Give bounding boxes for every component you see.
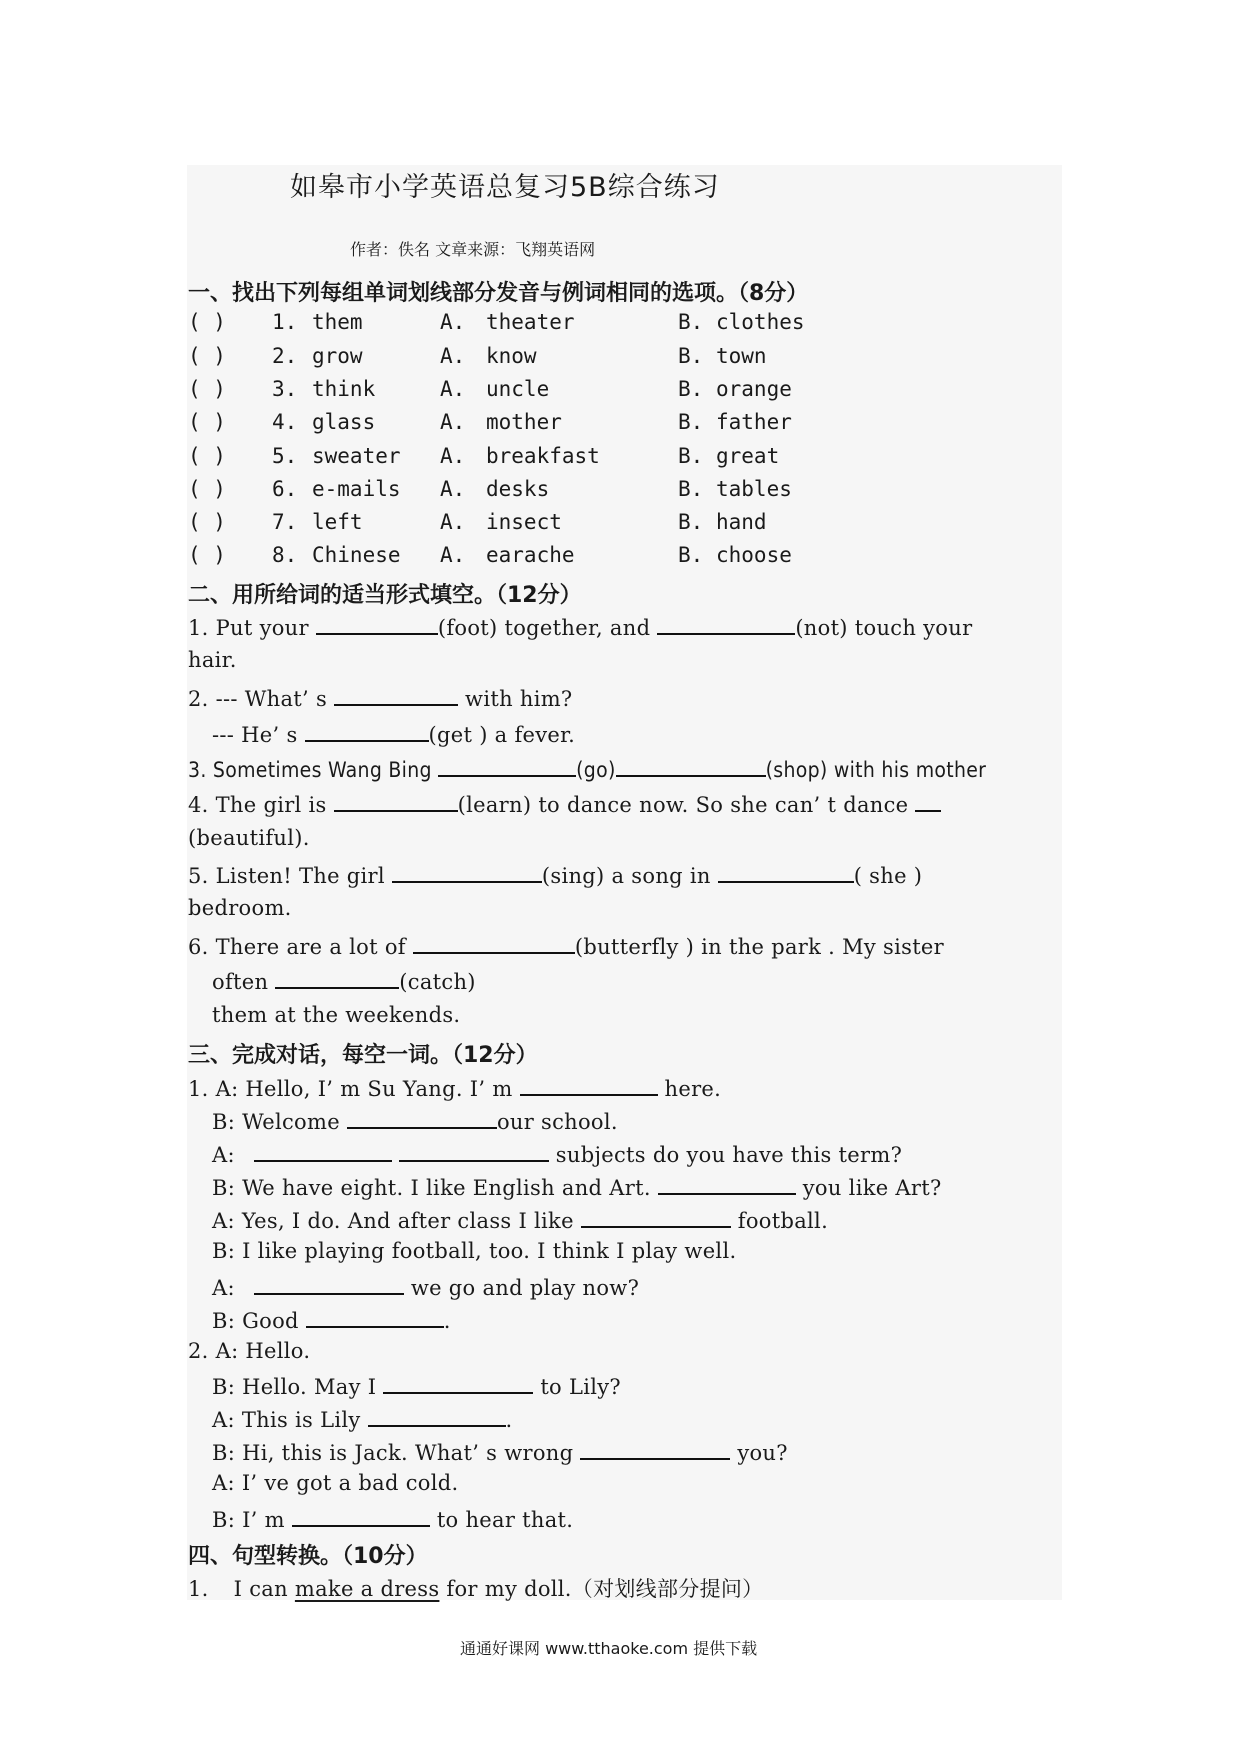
s1-option-a-label: A. bbox=[440, 477, 466, 501]
s1-answer-paren[interactable]: ( ) bbox=[188, 477, 226, 501]
s1-option-a-label: A. bbox=[440, 543, 466, 567]
s2-q1-text-a: 1. Put your bbox=[188, 616, 309, 640]
s2-q3-blank-1[interactable] bbox=[438, 755, 576, 777]
s2-q4-text-a: 4. The girl is bbox=[188, 793, 327, 817]
s1-option-a-label: A. bbox=[440, 410, 466, 434]
s1-item-number: 7. bbox=[272, 510, 298, 534]
s3-l12-blank[interactable] bbox=[580, 1438, 730, 1460]
s1-answer-paren[interactable]: ( ) bbox=[188, 444, 226, 468]
s2-q6-line-2 bbox=[212, 967, 476, 994]
s3-line-4 bbox=[212, 1173, 942, 1200]
s2-q6-text-c: often bbox=[212, 970, 269, 994]
s1-item-number: 5. bbox=[272, 444, 298, 468]
section-4-title: 四、句型转换。（10分） bbox=[188, 1544, 428, 1569]
s1-option-b-label: B. bbox=[678, 444, 704, 468]
s2-q2-text-b: with him? bbox=[465, 687, 573, 711]
s3-l8-text-a: B: Good bbox=[212, 1309, 299, 1333]
s3-l5-blank[interactable] bbox=[581, 1206, 731, 1228]
s1-answer-paren[interactable]: ( ) bbox=[188, 410, 226, 434]
s3-l11-text-b: . bbox=[505, 1408, 513, 1432]
s3-line-8 bbox=[212, 1306, 451, 1333]
s2-q5-text-a: 5. Listen! The girl bbox=[188, 864, 385, 888]
s1-item-number: 4. bbox=[272, 410, 298, 434]
s2-q5-text-b: (sing) a song in bbox=[541, 864, 711, 888]
s2-q2-blank-2[interactable] bbox=[305, 720, 429, 742]
s2-q6-text-d: (catch) bbox=[399, 970, 476, 994]
s3-l11-text-a: A: This is Lily bbox=[212, 1408, 361, 1432]
s3-l10-text-b: to Lily? bbox=[540, 1375, 621, 1399]
s1-option-b-label: B. bbox=[678, 510, 704, 534]
s3-line-12 bbox=[212, 1438, 788, 1465]
s2-q1-blank-2[interactable] bbox=[657, 613, 795, 635]
s3-l14-text-b: to hear that. bbox=[436, 1508, 574, 1532]
s1-option-a-word: earache bbox=[486, 543, 575, 567]
s2-q6-text-b: (butterfly ) in the park . My sister bbox=[574, 935, 944, 959]
s3-l4-text-b: you like Art? bbox=[802, 1176, 942, 1200]
s1-option-a-label: A. bbox=[440, 510, 466, 534]
s1-option-b-label: B. bbox=[678, 310, 704, 334]
s1-example-word: sweater bbox=[312, 444, 401, 468]
s1-option-b-word: orange bbox=[716, 377, 792, 401]
s3-line-3 bbox=[212, 1140, 902, 1167]
s1-answer-paren[interactable]: ( ) bbox=[188, 310, 226, 334]
section-1-title: 一、找出下列每组单词划线部分发音与例词相同的选项。（8分） bbox=[188, 281, 809, 306]
s1-option-b-word: hand bbox=[716, 510, 767, 534]
s3-l1-text-a: 1. A: Hello, I’ m Su Yang. I’ m bbox=[188, 1077, 513, 1101]
s1-item-number: 6. bbox=[272, 477, 298, 501]
s2-q3-blank-2[interactable] bbox=[616, 755, 766, 777]
s3-l2-text-b: our school. bbox=[496, 1110, 618, 1134]
s1-option-b-label: B. bbox=[678, 410, 704, 434]
s1-option-b-word: father bbox=[716, 410, 792, 434]
s3-line-9: 2. A: Hello. bbox=[188, 1339, 311, 1363]
s3-l14-blank[interactable] bbox=[292, 1505, 430, 1527]
s1-example-word: Chinese bbox=[312, 543, 401, 567]
s4-q1-line bbox=[188, 1573, 763, 1603]
s2-q6-line-1 bbox=[188, 932, 944, 959]
s2-q4-blank-2[interactable] bbox=[915, 790, 941, 812]
s1-option-b-word: tables bbox=[716, 477, 792, 501]
s1-example-word: think bbox=[312, 377, 376, 401]
s1-option-a-word: theater bbox=[486, 310, 575, 334]
s2-q4-line bbox=[188, 790, 941, 817]
section-3-title: 三、完成对话，每空一词。（12分） bbox=[188, 1043, 538, 1068]
s3-l7-text-a: A: bbox=[212, 1276, 235, 1300]
s3-l14-text-a: B: I’ m bbox=[212, 1508, 285, 1532]
s1-answer-paren[interactable]: ( ) bbox=[188, 510, 226, 534]
s2-q3-text-a: 3. Sometimes Wang Bing bbox=[188, 758, 432, 782]
s2-q6-blank-2[interactable] bbox=[275, 967, 399, 989]
s3-l11-blank[interactable] bbox=[368, 1405, 506, 1427]
s2-q2-line-2 bbox=[212, 720, 575, 747]
s1-option-a-label: A. bbox=[440, 344, 466, 368]
s2-q4-cont: (beautiful). bbox=[188, 826, 310, 850]
s1-option-b-label: B. bbox=[678, 377, 704, 401]
s1-example-word: grow bbox=[312, 344, 363, 368]
s1-example-word: e-mails bbox=[312, 477, 401, 501]
s3-l3-blank-1[interactable] bbox=[254, 1140, 392, 1162]
s3-l1-text-b: here. bbox=[664, 1077, 722, 1101]
s2-q4-blank-1[interactable] bbox=[334, 790, 458, 812]
s3-line-10 bbox=[212, 1372, 621, 1399]
s1-example-word: glass bbox=[312, 410, 376, 434]
s2-q5-blank-2[interactable] bbox=[718, 861, 854, 883]
s3-l5-text-a: A: Yes, I do. And after class I like bbox=[212, 1209, 574, 1233]
s2-q1-line bbox=[188, 613, 972, 640]
s3-line-2 bbox=[212, 1107, 618, 1134]
s2-q2-text-c: --- He’ s bbox=[212, 723, 298, 747]
s3-l4-text-a: B: We have eight. I like English and Art. bbox=[212, 1176, 651, 1200]
s1-option-b-word: town bbox=[716, 344, 767, 368]
s1-option-a-label: A. bbox=[440, 444, 466, 468]
s2-q3-text-b: (go) bbox=[576, 758, 616, 782]
s2-q5-blank-1[interactable] bbox=[392, 861, 542, 883]
s2-q2-blank-1[interactable] bbox=[334, 684, 458, 706]
s3-l10-text-a: B: Hello. May I bbox=[212, 1375, 377, 1399]
s1-answer-paren[interactable]: ( ) bbox=[188, 543, 226, 567]
s1-item-number: 2. bbox=[272, 344, 298, 368]
s2-q3-line bbox=[188, 755, 986, 782]
s1-answer-paren[interactable]: ( ) bbox=[188, 344, 226, 368]
s2-q5-text-c: ( she ) bbox=[853, 864, 923, 888]
s1-option-b-label: B. bbox=[678, 543, 704, 567]
s3-l8-text-b: . bbox=[443, 1309, 451, 1333]
s2-q1-cont: hair. bbox=[188, 648, 237, 672]
s1-option-a-word: desks bbox=[486, 477, 550, 501]
s4-q1-underlined: make a dress bbox=[294, 1577, 440, 1601]
s3-line-13: A: I’ ve got a bad cold. bbox=[212, 1471, 459, 1495]
s3-l2-text-a: B: Welcome bbox=[212, 1110, 340, 1134]
s3-l8-blank[interactable] bbox=[306, 1306, 444, 1328]
s1-option-b-word: great bbox=[716, 444, 780, 468]
s3-line-1 bbox=[188, 1074, 721, 1101]
s2-q4-text-b: (learn) to dance now. So she can’ t dance bbox=[457, 793, 909, 817]
s1-answer-paren[interactable]: ( ) bbox=[188, 377, 226, 401]
s3-l3-text-b: subjects do you have this term? bbox=[555, 1143, 903, 1167]
s3-l7-text-b: we go and play now? bbox=[410, 1276, 640, 1300]
s3-line-11 bbox=[212, 1405, 513, 1432]
s3-line-7 bbox=[212, 1273, 639, 1300]
s1-item-number: 3. bbox=[272, 377, 298, 401]
s2-q5-line bbox=[188, 861, 922, 888]
s1-item-number: 1. bbox=[272, 310, 298, 334]
s1-option-a-label: A. bbox=[440, 377, 466, 401]
s1-option-a-word: breakfast bbox=[486, 444, 600, 468]
s3-line-6: B: I like playing football, too. I think I play well. bbox=[212, 1239, 737, 1263]
s4-q1-text-a: I can bbox=[233, 1577, 288, 1601]
s1-example-word: left bbox=[312, 510, 363, 534]
s3-l5-text-b: football. bbox=[737, 1209, 829, 1233]
s1-example-word: them bbox=[312, 310, 363, 334]
s1-option-a-label: A. bbox=[440, 310, 466, 334]
s1-option-a-word: know bbox=[486, 344, 537, 368]
page-title: 如皋市小学英语总复习5B综合练习 bbox=[290, 172, 720, 203]
s2-q1-text-c: (not) touch your bbox=[795, 616, 973, 640]
s4-q1-text-b: for my doll.（对划线部分提问） bbox=[446, 1577, 764, 1601]
s2-q3-text-c: (shop) with his mother bbox=[765, 758, 987, 782]
article-meta: 作者：佚名 文章来源：飞翔英语网 bbox=[350, 240, 596, 259]
s1-option-a-word: insect bbox=[486, 510, 562, 534]
s3-l4-blank[interactable] bbox=[658, 1173, 796, 1195]
s2-q6-blank-1[interactable] bbox=[413, 932, 575, 954]
s2-q1-blank-1[interactable] bbox=[316, 613, 438, 635]
s3-line-5 bbox=[212, 1206, 828, 1233]
s3-l2-blank[interactable] bbox=[347, 1107, 497, 1129]
s3-line-14 bbox=[212, 1505, 573, 1532]
s2-q6-cont: them at the weekends. bbox=[212, 1003, 461, 1027]
s2-q1-text-b: (foot) together, and bbox=[437, 616, 651, 640]
s3-l3-text-a: A: bbox=[212, 1143, 235, 1167]
s3-l1-blank[interactable] bbox=[520, 1074, 658, 1096]
s3-l3-blank-2[interactable] bbox=[399, 1140, 549, 1162]
s1-item-number: 8. bbox=[272, 543, 298, 567]
s2-q2-line-1 bbox=[188, 684, 573, 711]
s4-q1-num: 1. bbox=[188, 1577, 209, 1601]
s1-option-b-label: B. bbox=[678, 344, 704, 368]
s2-q2-text-a: 2. --- What’ s bbox=[188, 687, 328, 711]
s3-l7-blank[interactable] bbox=[254, 1273, 404, 1295]
s2-q5-cont: bedroom. bbox=[188, 896, 292, 920]
s3-l12-text-a: B: Hi, this is Jack. What’ s wrong bbox=[212, 1441, 574, 1465]
s2-q2-text-d: (get ) a fever. bbox=[428, 723, 576, 747]
s3-l10-blank[interactable] bbox=[383, 1372, 533, 1394]
s1-option-b-label: B. bbox=[678, 477, 704, 501]
s1-option-a-word: mother bbox=[486, 410, 562, 434]
page-footer: 通通好课网 www.tthaoke.com 提供下载 bbox=[460, 1639, 758, 1658]
s1-option-b-word: choose bbox=[716, 543, 792, 567]
s1-option-a-word: uncle bbox=[486, 377, 550, 401]
section-2-title: 二、用所给词的适当形式填空。（12分） bbox=[188, 583, 582, 608]
s2-q6-text-a: 6. There are a lot of bbox=[188, 935, 406, 959]
s1-option-b-word: clothes bbox=[716, 310, 805, 334]
s3-l12-text-b: you? bbox=[737, 1441, 788, 1465]
